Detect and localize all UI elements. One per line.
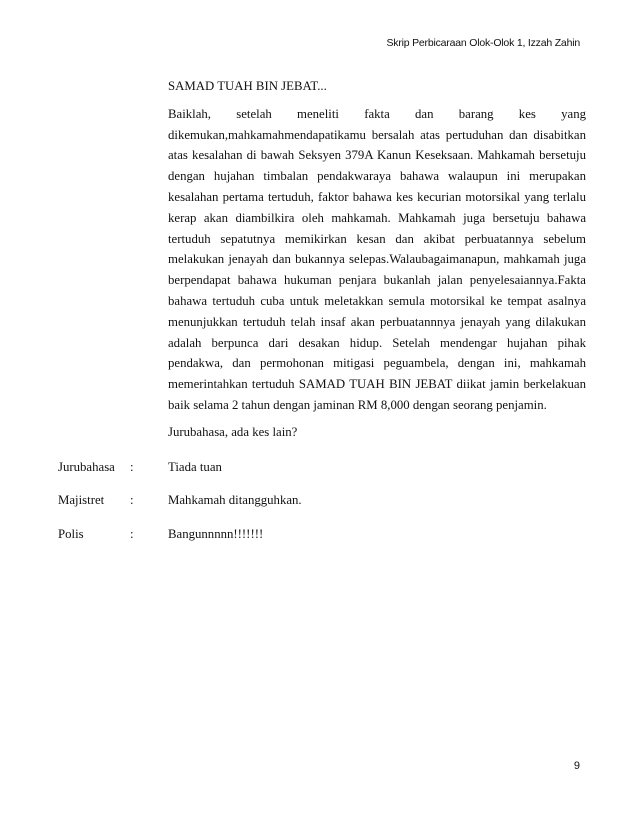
transcript-body	[58, 76, 586, 558]
speaker-line: Mahkamah ditangguhkan.	[168, 493, 302, 508]
judgement-paragraph: Baiklah, setelah meneliti fakta dan barang kes yang dikemukan,mahkamahmendapatikamu bersalah atas pertuduhan dan disabitkan atas kesalahan di bawah Seksyen 379A Kanun Keseksaan. Mahkamah bersetuju dengan hujahan timbalan pendakwaraya bahawa walaupun ini merupakan kesalahan pertama tertuduh, faktor bahawa kes kecurian motorsikal yang terlalu kerap akan diambilkira oleh mahkamah. Mahkamah juga bersetuju bahawa tertuduh sepatutnya memikirkan kesan dan akibat perbuatannya sebelum melakukan jenayah dan bukannya selepas.Walaubagaimanapun, mahkamah juga berpendapat bahawa hukuman penjara bukanlah jalan penyelesaiannya.Fakta bahawa tertuduh cuba untuk meletakkan semula motorsikal ke tempat asalnya menunjukkan tertuduh telah insaf akan perbuatannnya jenayah yang dilakukan adalah berpunca dari desakan hidup. Setelah mendengar hujahan pihak pendakwa, dan permohonan mitigasi peguambela, dengan ini, mahkamah memerintahkan tertuduh SAMAD TUAH BIN JEBAT diikat jamin berkelakuan baik selama 2 tahun dengan jaminan RM 8,000 dengan seorang penjamin.	[168, 106, 586, 412]
speaker-name: Majistret	[58, 493, 105, 508]
page-header: Skrip Perbicaraan Olok-Olok 1, Izzah Zahin	[386, 37, 580, 49]
dialogue-row	[58, 524, 586, 545]
addressee-line: SAMAD TUAH BIN JEBAT...	[168, 79, 327, 93]
dialogue-row	[58, 457, 586, 478]
page-number: 9	[573, 760, 580, 772]
speaker-name: Polis	[58, 527, 84, 542]
speaker-line: Bangunnnnn!!!!!!!	[168, 527, 264, 542]
speaker-colon: :	[130, 459, 134, 474]
speaker-colon: :	[130, 527, 134, 542]
question-line: Jurubahasa, ada kes lain?	[168, 424, 298, 439]
speaker-colon: :	[130, 493, 134, 508]
dialogue-row	[58, 490, 586, 511]
speaker-line: Tiada tuan	[168, 459, 222, 474]
speaker-name: Jurubahasa	[58, 459, 115, 474]
